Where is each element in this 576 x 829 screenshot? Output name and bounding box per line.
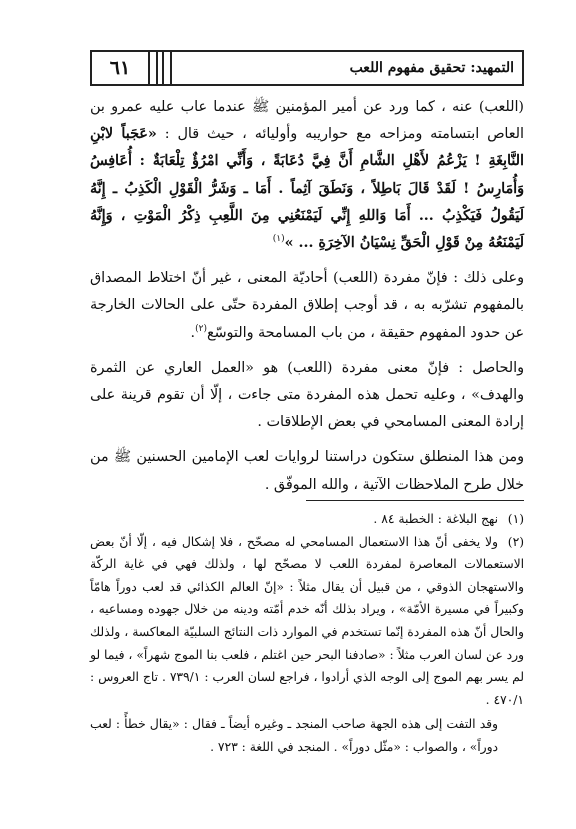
- page-number: ٦١: [109, 57, 131, 79]
- footnote-2-text: ولا يخفى أنّ هذا الاستعمال المسامحي له مصحّح ، فلا إشكال فيه ، إلّا أنّ بعض الاستعمالات المعاصرة لمفردة اللعب لا مصحّح لها ، ولذلك فهي في غاية الركّة والاستهجان الذوقي ، من قبيل أن يقال مثلاً : «إنّ العالم الكذائي قد لعب دوراً هامّاً وكبيراً في مسيرة الأمّة» ، ويراد بذلك أنّه خدم أمّته ودينه من خلال جهوده ومساعيه ، والحال أنّ هذه المفردة إنّما تستخدم في الموارد ذات النتائج السلبيّة المعاكسة ، ولذلك ورد عن لسان العرب مثلاً : «صادفنا البحر حين اغتلم ، فلعب بنا الموج شهراً» ، فيما لو لم يسر بهم الموج إلى الوجه الذي أرادوا ، فراجع لسان العرب : ٧٣٩/١ . تاج العروس : ٤٧٠/١ .: [90, 534, 524, 707]
- footnote-2: [90, 531, 524, 712]
- chapter-title: التمهيد: تحقيق مفهوم اللعب: [349, 60, 514, 76]
- paragraph-2-text: وعلى ذلك : فإنّ مفردة (اللعب) أحاديّة المعنى ، غير أنّ اختلاط المصداق بالمفهوم تشرّبه به ، قد أوجب إطلاق المفردة حتّى على الحالات الخارجة عن حدود المفهوم حقيقة ، من باب المسامحة والتوسّع: [90, 270, 524, 341]
- running-header: [90, 50, 524, 86]
- paragraph-2-end: .: [190, 324, 196, 341]
- footnote-2-continuation: وقد التفت إلى هذه الجهة صاحب المنجد ـ وغيره أيضاً ـ فقال : «يقال خطأً : لعب دوراً» ، والصواب : «مثّل دوراً» . المنجد في اللغة : ٧٢٣ .: [90, 717, 498, 754]
- paragraph-3: والحاصل : فإنّ معنى مفردة (اللعب) هو «العمل العاري عن الثمرة والهدف» ، وعليه تحمل هذه المفردة متى جاءت ، إلّا أن تقوم قرينة على إرادة المعنى المسامحي في بعض الإطلاقات .: [90, 359, 524, 431]
- header-divider-bars: [148, 52, 172, 84]
- footnotes: [90, 508, 524, 759]
- footnote-ref-1[interactable]: (١): [272, 234, 285, 245]
- paragraph-1-intro: (اللعب) عنه ، كما ورد عن أمير المؤمنين ﷺ عندما عاب عليه عمرو بن العاص ابتسامته ومزاحه مع حواريبه وأوليائه ، حيث قال :: [90, 99, 524, 143]
- footnote-1-number: (١): [507, 512, 524, 526]
- footnote-2-number: (٢): [507, 534, 524, 549]
- footnote-ref-2[interactable]: (٢): [195, 323, 207, 334]
- footnote-1-text: نهج البلاغة : الخطبة ٨٤ .: [373, 512, 498, 526]
- footnote-separator: [306, 500, 524, 501]
- main-text: [90, 94, 524, 499]
- paragraph-2: [90, 265, 524, 347]
- hadith-quote: «عَجَباً لابْنِ النَّابِغَةِ ! يَزْعُمُ لأَهْلِ الشَّامِ أَنَّ فِيَّ دُعَابَةً ، وَأَنِّي امْرُؤٌ تِلْعَابَةٌ : أُعَافِسُ وَأُمَارِسُ ! لَقَدْ قَالَ بَاطِلاً ، وَنَطَقَ آثِماً . أَمَا ـ وَشَرُّ الْقَوْلِ الْكَذِبُ ـ إِنَّهُ لَيَقُولُ فَيَكْذِبُ ... أَمَا وَاللهِ إِنِّي لَيَمْنَعُنِي مِنَ اللَّعِبِ ذِكْرُ الْمَوْتِ ، وَإِنَّهُ لَيَمْنَعُهُ مِنْ قَوْلِ الْحَقِّ نِسْيَانُ الآخِرَةِ ... »: [90, 126, 524, 252]
- paragraph-4: ومن هذا المنطلق ستكون دراستنا لروايات لعب الإمامين الحسنين ﷺ من خلال طرح الملاحظات الآتية ، والله الموفّق .: [90, 449, 524, 493]
- footnote-1: [90, 508, 524, 531]
- paragraph-1: [90, 94, 524, 257]
